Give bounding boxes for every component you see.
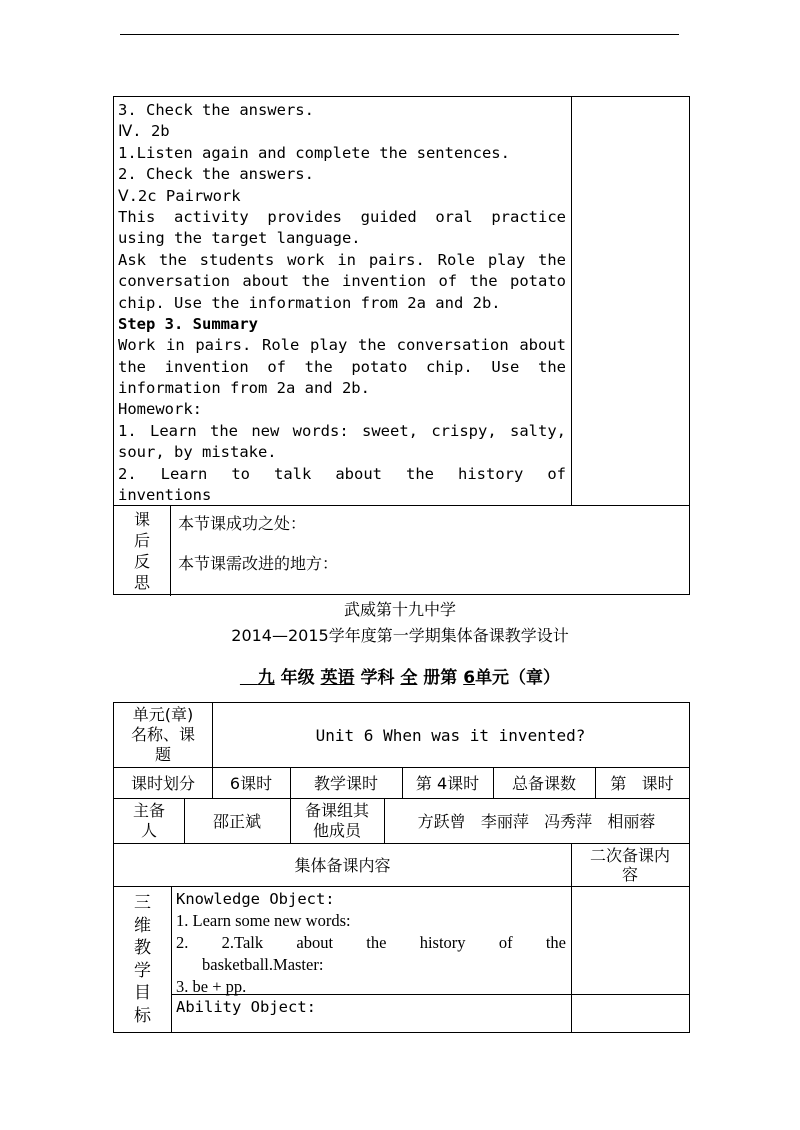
grade-suffix: 年级 bbox=[274, 668, 321, 688]
label-char: 后 bbox=[133, 531, 150, 550]
label-line: 题 bbox=[154, 745, 171, 764]
period-value: 6课时 bbox=[229, 774, 273, 793]
ability-title: Ability Object: bbox=[176, 998, 316, 1016]
knowledge-title: Knowledge Object: bbox=[176, 890, 335, 908]
step-line: Homework: bbox=[118, 400, 202, 419]
lead-teacher-label bbox=[114, 798, 184, 843]
group-members-label bbox=[290, 798, 384, 843]
label-line: 人 bbox=[140, 820, 157, 840]
grade: 九 bbox=[257, 668, 275, 688]
unit-name-label bbox=[114, 703, 212, 767]
total-value: 第 课时 bbox=[610, 774, 674, 793]
reflection-label bbox=[114, 509, 170, 593]
label-char: 课 bbox=[133, 510, 150, 529]
step-line: the invention of the potato chip. Use the bbox=[118, 357, 566, 376]
label-char: 思 bbox=[133, 573, 150, 592]
lead-teacher-value: 邵正斌 bbox=[212, 812, 261, 831]
unit-heading bbox=[0, 663, 800, 688]
label-char: 三 bbox=[134, 893, 151, 913]
lesson-value: 第 4课时 bbox=[415, 774, 480, 793]
unit-number: 6 bbox=[463, 668, 476, 688]
column-divider bbox=[171, 886, 172, 1033]
step-line: Work in pairs. Role play the conversation about bbox=[118, 336, 566, 355]
label-char: 教 bbox=[134, 938, 151, 958]
knowledge-object bbox=[176, 889, 566, 998]
goals-label bbox=[114, 886, 171, 1033]
label-line: 容 bbox=[621, 864, 638, 884]
row-divider bbox=[114, 886, 689, 887]
knowledge-item: basketball.Master: bbox=[202, 955, 324, 974]
lesson-steps-table bbox=[113, 96, 690, 595]
unit-name-value: Unit 6 When was it invented? bbox=[315, 725, 586, 745]
step-line: Ask the students work in pairs. Role play the bbox=[118, 250, 566, 269]
knowledge-item: 2. 2.Talk about the history of the bbox=[176, 933, 566, 952]
reflection-improve: 本节课需改进的地方： bbox=[178, 554, 339, 573]
column-divider bbox=[170, 505, 171, 596]
header-rule bbox=[120, 34, 679, 35]
knowledge-item: 1. Learn some new words: bbox=[176, 911, 351, 930]
label-line: 单元(章) bbox=[132, 705, 194, 724]
grade-value bbox=[240, 668, 275, 688]
reflection-success: 本节课成功之处： bbox=[178, 514, 307, 533]
label-line: 他成员 bbox=[312, 820, 361, 840]
label-char: 维 bbox=[134, 915, 151, 936]
lesson-steps-text bbox=[118, 100, 566, 506]
step-line: sour, by mistake. bbox=[118, 443, 277, 462]
step-line: Ⅴ.2c Pairwork bbox=[118, 186, 241, 205]
unit-suffix: 单元（章） bbox=[475, 668, 561, 688]
step-line: 1. Learn the new words: sweet, crispy, salty, bbox=[118, 421, 566, 440]
step-heading: Step 3. Summary bbox=[118, 314, 258, 333]
subject-suffix: 学科 bbox=[354, 668, 401, 688]
volume: 全 bbox=[400, 668, 418, 688]
label-line: 名称、课 bbox=[130, 725, 195, 744]
label-line: 备课组其 bbox=[304, 800, 369, 820]
label-char: 学 bbox=[134, 960, 151, 981]
step-line: inventions bbox=[118, 486, 212, 505]
period-label: 课时划分 bbox=[130, 774, 195, 793]
knowledge-item: 3. be + pp. bbox=[176, 977, 247, 996]
volume-suffix: 册第 bbox=[417, 668, 464, 688]
label-line: 二次备课内 bbox=[589, 845, 670, 865]
school-name: 武威第十九中学 bbox=[343, 600, 456, 619]
label-char: 反 bbox=[133, 552, 150, 571]
step-line: using the target language. bbox=[118, 229, 361, 248]
lesson-plan-table bbox=[113, 702, 690, 1033]
step-line: Ⅳ. 2b bbox=[118, 122, 170, 141]
column-divider bbox=[571, 97, 572, 505]
content-header: 集体备课内容 bbox=[294, 856, 391, 875]
label-char: 标 bbox=[134, 1005, 151, 1026]
label-char: 目 bbox=[134, 983, 151, 1003]
step-line: This activity provides guided oral practice bbox=[118, 207, 566, 226]
step-line: 2. Check the answers. bbox=[118, 165, 314, 184]
step-line: 1.Listen again and complete the sentences. bbox=[118, 143, 510, 162]
column-divider bbox=[571, 886, 572, 1033]
step-line: conversation about the invention of the potato bbox=[118, 272, 566, 291]
second-prep-header bbox=[571, 843, 689, 886]
lesson-label: 教学课时 bbox=[313, 774, 378, 793]
subject: 英语 bbox=[320, 668, 355, 688]
step-line: chip. Use the information from 2a and 2b. bbox=[118, 293, 501, 312]
document-subtitle: 2014—2015学年度第一学期集体备课教学设计 bbox=[231, 626, 569, 645]
label-line: 主备 bbox=[132, 800, 165, 820]
step-line: 2. Learn to talk about the history of bbox=[118, 464, 566, 483]
step-line: information from 2a and 2b. bbox=[118, 379, 370, 398]
step-line: 3. Check the answers. bbox=[118, 101, 314, 119]
group-members-value: 方跃曾 李丽萍 冯秀萍 相丽蓉 bbox=[417, 812, 656, 831]
total-label: 总备课数 bbox=[511, 774, 576, 793]
